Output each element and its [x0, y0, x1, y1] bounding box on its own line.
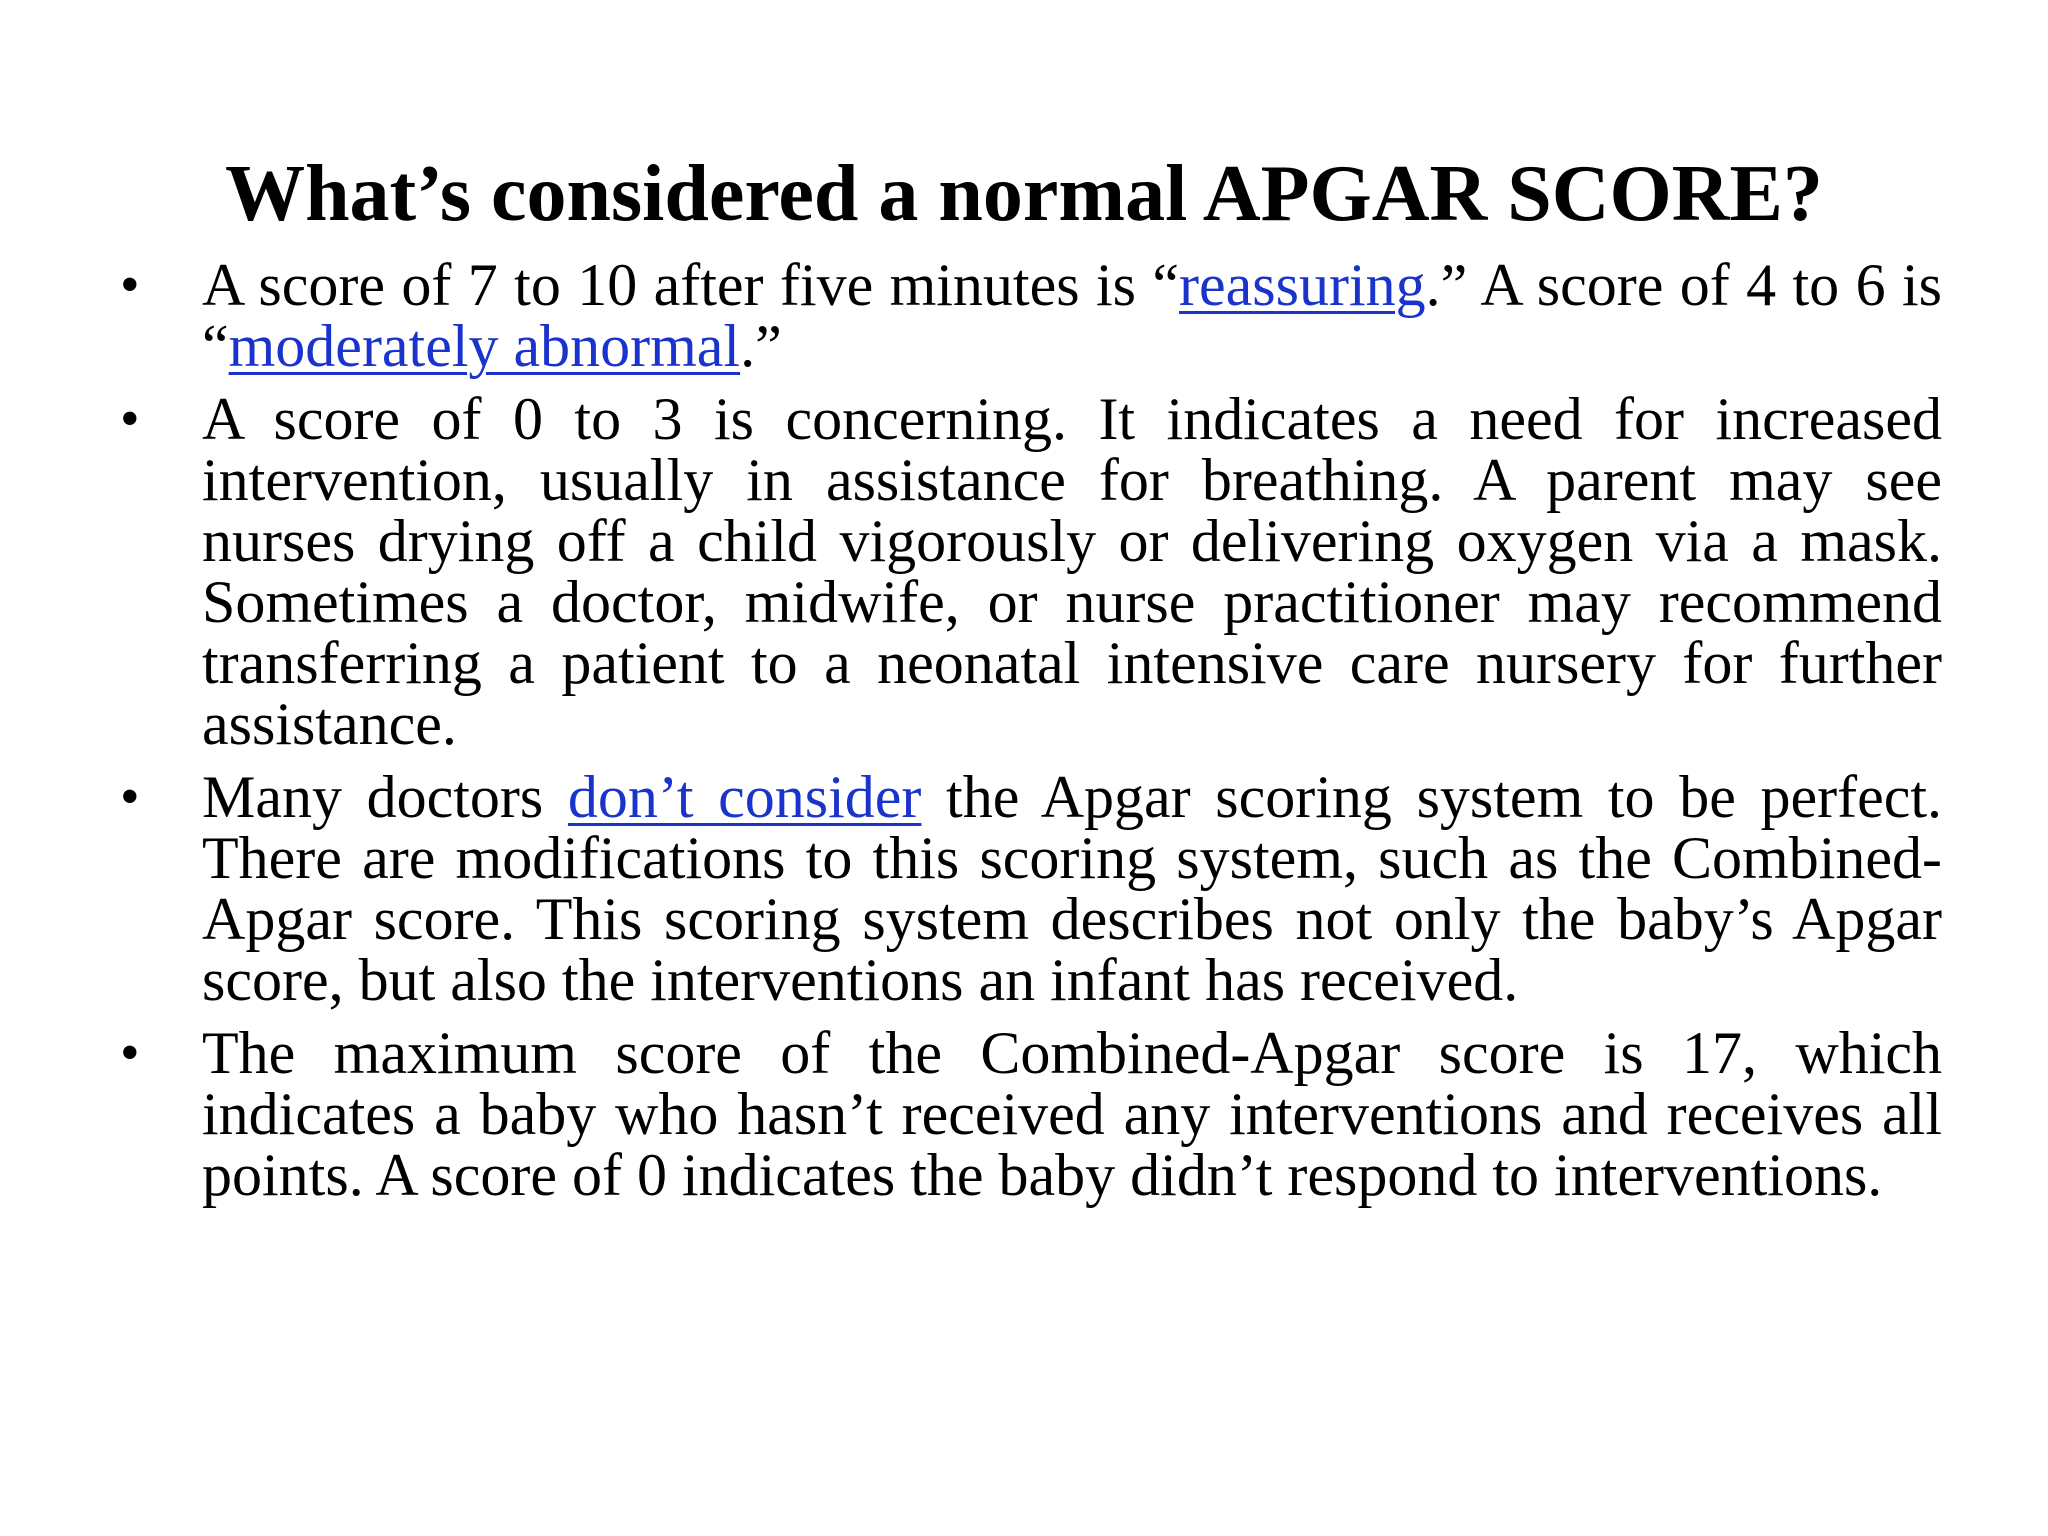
bullet-3-text-a: Many doctors	[202, 764, 568, 830]
bullet-icon: •	[120, 388, 140, 450]
bullet-icon: •	[120, 766, 140, 828]
moderately-abnormal-link[interactable]: moderately abnormal	[228, 313, 741, 379]
bullet-text-4: The maximum score of the Combined-Apgar score is 17, which indicates a baby who hasn’t received any interventions and receives all points. A score of 0 indicates the baby didn’t respond to interventions.	[202, 1020, 1942, 1208]
bullet-icon: •	[120, 254, 140, 316]
bullet-item-3	[0, 764, 2048, 1013]
bullet-1-text-a: A score of 7 to 10 after five minutes is “	[202, 252, 1180, 318]
bullet-text-2: A score of 0 to 3 is concerning. It indicates a need for increased intervention, usually in assistance for breathing. A parent may see nurses drying off a child vigorously or delivering oxygen via a mask. Sometimes a doctor, midwife, or nurse practitioner may recommend transferring a patient to a neonatal intensive care nursery for further assistance.	[202, 386, 1942, 757]
bullet-list	[0, 252, 2048, 1218]
bullet-1-text-c: .”	[740, 313, 782, 379]
bullet-1-text-b: .” A score of 4 to 6 is “	[202, 252, 1942, 379]
bullet-text-1	[202, 252, 1942, 379]
bullet-icon: •	[120, 1022, 140, 1084]
bullet-text-3	[202, 764, 1943, 1013]
bullet-item-1	[0, 252, 2048, 379]
bullet-item-2	[0, 386, 2048, 757]
bullet-3-text-b: the Apgar scoring system to be perfect. There are modifications to this scoring system, such as the Combined-Apgar score. This scoring system describes not only the baby’s Apgar score, but also the interventions an infant has received.	[202, 764, 1943, 1013]
reassuring-link[interactable]: reassuring	[1179, 252, 1426, 318]
bullet-item-4	[0, 1020, 2048, 1208]
dont-consider-link[interactable]: don’t consider	[567, 764, 922, 830]
slide-title: What’s considered a normal APGAR SCORE?	[225, 150, 1823, 238]
